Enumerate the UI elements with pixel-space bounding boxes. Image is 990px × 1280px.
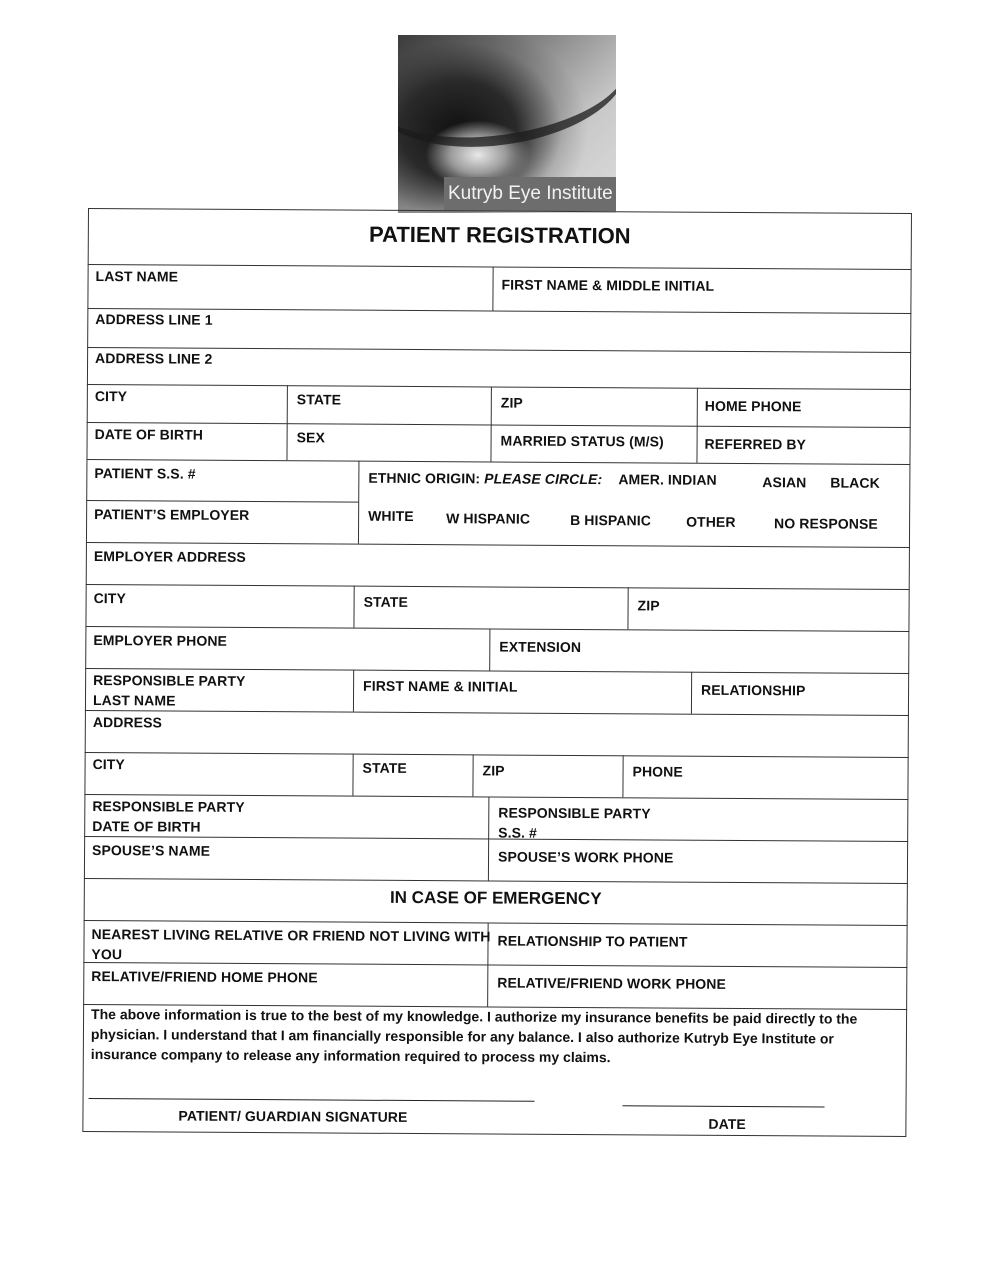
spouse-work-phone-label: SPOUSE’S WORK PHONE: [497, 848, 674, 866]
resp-dob-line1: RESPONSIBLE PARTY: [92, 798, 245, 815]
date-label: DATE: [708, 1115, 746, 1133]
ethnic-option-asian: ASIAN: [762, 474, 807, 491]
relationship-label: RELATIONSHIP: [701, 681, 806, 699]
resp-party-last-name-label: [93, 670, 246, 711]
resp-party-line2: LAST NAME: [92, 692, 176, 709]
institute-logo: [398, 35, 616, 213]
resp-city-label: CITY: [92, 756, 125, 773]
nearest-relative-line2: YOU: [91, 946, 123, 963]
ethnic-option-black: BLACK: [830, 474, 880, 491]
logo-caption: Kutryb Eye Institute: [444, 177, 616, 211]
emergency-heading: IN CASE OF EMERGENCY: [389, 887, 602, 909]
resp-party-ss-label: [498, 803, 651, 844]
resp-zip-label: ZIP: [482, 762, 505, 779]
registration-form: [82, 208, 912, 1137]
first-name-label: FIRST NAME & MIDDLE INITIAL: [501, 276, 715, 294]
resp-party-dob-label: [92, 796, 245, 837]
resp-first-name-label: FIRST NAME & INITIAL: [363, 677, 518, 695]
sex-label: SEX: [296, 429, 325, 446]
zip-label: ZIP: [500, 394, 523, 411]
referred-by-label: REFERRED BY: [704, 435, 807, 453]
resp-ss-line1: RESPONSIBLE PARTY: [498, 804, 651, 822]
resp-party-line1: RESPONSIBLE PARTY: [93, 672, 246, 689]
employer-city-label: CITY: [93, 590, 126, 607]
eyelash-graphic: [398, 35, 616, 162]
resp-phone-label: PHONE: [632, 763, 683, 780]
resp-address-label: ADDRESS: [92, 714, 163, 731]
resp-state-label: STATE: [362, 759, 407, 776]
relationship-to-patient-label: RELATIONSHIP TO PATIENT: [497, 932, 688, 950]
patient-employer-label: PATIENT’S EMPLOYER: [94, 506, 250, 523]
relative-home-phone-label: RELATIVE/FRIEND HOME PHONE: [91, 968, 318, 986]
married-status-label: MARRIED STATUS (M/S): [500, 432, 664, 450]
employer-address-label: EMPLOYER ADDRESS: [93, 548, 246, 565]
resp-ss-line2: S.S. #: [498, 824, 537, 841]
nearest-relative-label: [91, 924, 490, 966]
form-title: PATIENT REGISTRATION: [368, 221, 631, 249]
ethnic-option-amer-indian: AMER. INDIAN: [618, 471, 717, 488]
ethnic-option-b-hispanic: B HISPANIC: [570, 511, 652, 529]
ethnic-origin-label: [368, 468, 602, 489]
resp-dob-line2: DATE OF BIRTH: [92, 818, 201, 835]
city-label: CITY: [94, 388, 128, 405]
dob-label: DATE OF BIRTH: [94, 426, 204, 443]
spouse-name-label: SPOUSE’S NAME: [92, 842, 211, 859]
extension-label: EXTENSION: [499, 638, 582, 656]
address-line-1-label: ADDRESS LINE 1: [95, 311, 213, 328]
authorization-statement: The above information is true to the best of my knowledge. I authorize my insurance benefits be paid directly to the physician. I understand that I am financially responsible for any balance. I also authorize Kutryb Eye Institute or insurance company to release any information required to process my claims.: [90, 1006, 858, 1066]
ethnic-origin-text: ETHNIC ORIGIN:: [368, 469, 481, 487]
ethnic-option-other: OTHER: [686, 513, 736, 530]
address-line-2-label: ADDRESS LINE 2: [95, 350, 213, 367]
employer-phone-label: EMPLOYER PHONE: [93, 632, 228, 649]
ethnic-option-no-response: NO RESPONSE: [774, 515, 878, 532]
ethnic-option-w-hispanic: W HISPANIC: [446, 510, 531, 527]
employer-state-label: STATE: [363, 593, 408, 610]
relative-work-phone-label: RELATIVE/FRIEND WORK PHONE: [497, 974, 727, 992]
home-phone-label: HOME PHONE: [704, 397, 802, 415]
state-label: STATE: [296, 391, 342, 408]
last-name-label: LAST NAME: [95, 268, 179, 285]
patient-ss-label: PATIENT S.S. #: [94, 465, 196, 482]
nearest-relative-line1: NEAREST LIVING RELATIVE OR FRIEND NOT LIVING WITH: [91, 926, 491, 945]
ethnic-origin-hint: PLEASE CIRCLE:: [484, 470, 603, 488]
ethnic-option-white: WHITE: [368, 507, 414, 524]
employer-zip-label: ZIP: [637, 597, 660, 614]
signature-label: PATIENT/ GUARDIAN SIGNATURE: [178, 1107, 408, 1125]
